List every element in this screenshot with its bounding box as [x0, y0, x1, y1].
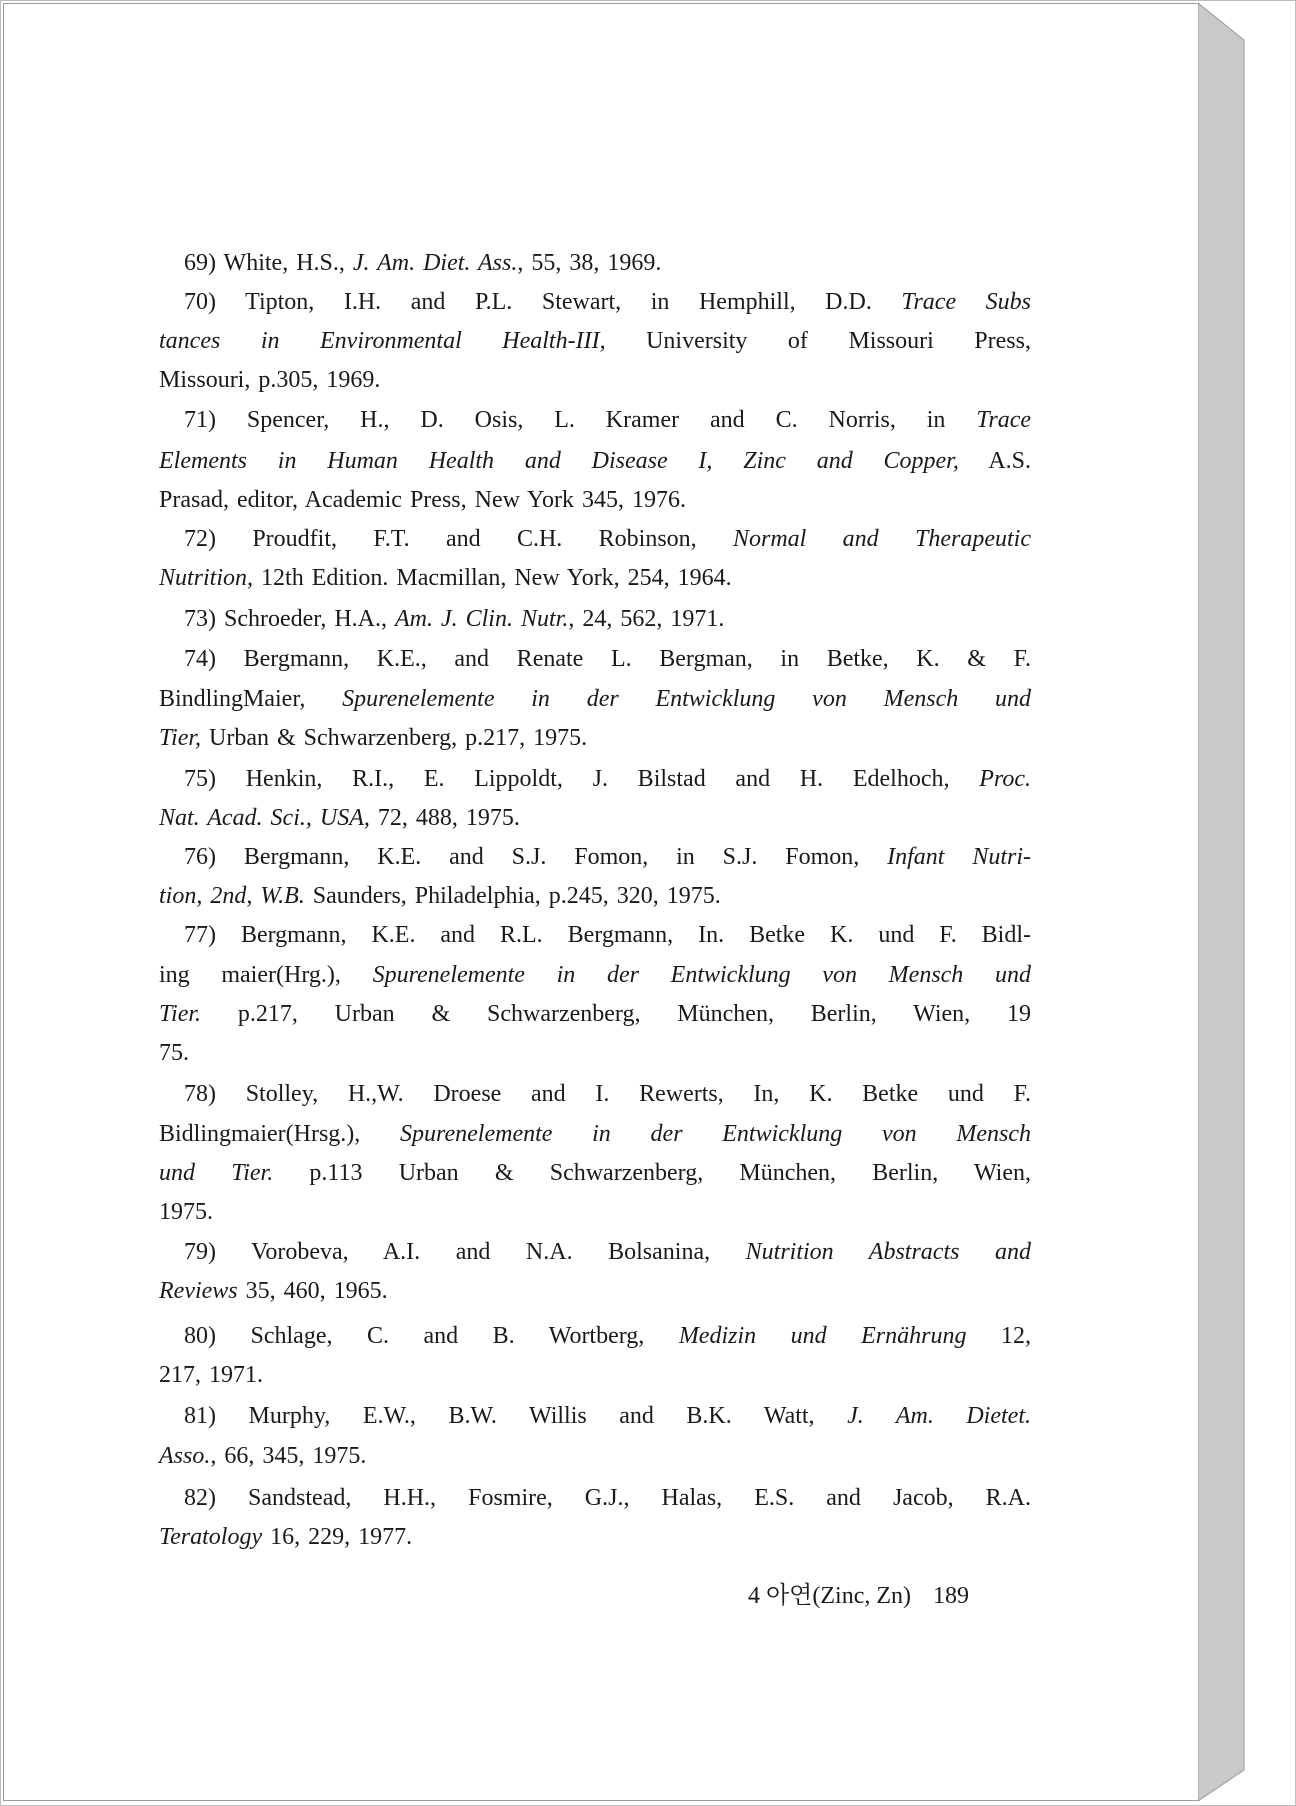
reference-text: 76) Bergmann, K.E. and S.J. Fomon, in S.J. Fomon,	[184, 844, 888, 870]
reference-text: A.S.	[958, 448, 1032, 474]
reference-text: University of Missouri Press,	[605, 328, 1031, 354]
reference-line	[159, 723, 1031, 753]
italic-title-text: Nutrition Abstracts and	[745, 1239, 1031, 1265]
reference-line	[159, 881, 1031, 911]
reference-text: 78) Stolley, H.,W. Droese and I. Rewerts, In, K. Betke und F.	[184, 1081, 1031, 1107]
reference-line	[159, 1158, 1031, 1188]
chapter-title: 4 아연(Zinc, Zn)	[748, 1583, 911, 1609]
reference-text: 12th Edition. Macmillan, New York, 254, 1964.	[253, 565, 732, 591]
reference-text: ing maier(Hrg.),	[159, 962, 373, 988]
reference-text: BindlingMaier,	[159, 686, 343, 712]
italic-title-text: Nutrition,	[159, 565, 254, 591]
italic-title-text: Asso.	[159, 1443, 211, 1469]
reference-text: 16, 229, 1977.	[262, 1524, 413, 1550]
page-footer	[748, 1581, 969, 1611]
italic-title-text: Proc.	[979, 766, 1031, 792]
italic-title-text: Infant Nutri-	[887, 844, 1032, 870]
italic-title-text: Tier,	[159, 725, 202, 751]
italic-title-text: Spurenelemente in der Entwicklung von Mensch und	[342, 686, 1031, 712]
italic-title-text: Trace	[976, 407, 1031, 433]
reference-text: 73) Schroeder, H.A.,	[184, 606, 395, 632]
reference-line	[159, 485, 1031, 515]
reference-text: 72, 488, 1975.	[369, 805, 520, 831]
reference-line	[184, 764, 1031, 794]
reference-line	[159, 1197, 1031, 1227]
reference-text: 82) Sandstead, H.H., Fosmire, G.J., Halas, E.S. and Jacob, R.A.	[184, 1485, 1031, 1511]
page-number: 189	[933, 1583, 969, 1609]
reference-line	[159, 1441, 1031, 1471]
reference-line	[184, 920, 1031, 950]
reference-line	[159, 326, 1031, 356]
reference-text: 75) Henkin, R.I., E. Lippoldt, J. Bilstad and H. Edelhoch,	[184, 766, 980, 792]
reference-line	[159, 684, 1031, 714]
italic-title-text: Am. J. Clin. Nutr.	[394, 606, 569, 632]
reference-text: Missouri, p.305, 1969.	[159, 367, 381, 393]
reference-line	[159, 803, 1031, 833]
reference-line	[159, 960, 1031, 990]
reference-text: 77) Bergmann, K.E. and R.L. Bergmann, In. Betke K. und F. Bidl-	[184, 922, 1031, 948]
reference-line	[184, 644, 1031, 674]
italic-title-text: J. Am. Diet. Ass.	[352, 250, 518, 276]
reference-line	[184, 248, 1031, 278]
reference-text: 74) Bergmann, K.E., and Renate L. Bergman, in Betke, K. & F.	[184, 646, 1031, 672]
reference-text: 12,	[966, 1323, 1031, 1349]
reference-line	[184, 1237, 1031, 1267]
reference-text: 72) Proudfit, F.T. and C.H. Robinson,	[184, 526, 733, 552]
reference-line	[159, 1038, 1031, 1068]
italic-title-text: J. Am. Dietet.	[847, 1403, 1031, 1429]
reference-text: 217, 1971.	[159, 1362, 263, 1388]
italic-title-text: Tier.	[159, 1001, 202, 1027]
reference-text: 80) Schlage, C. and B. Wortberg,	[184, 1323, 679, 1349]
reference-text: p.217, Urban & Schwarzenberg, München, Berlin, Wien, 19	[201, 1001, 1031, 1027]
reference-line	[184, 1483, 1031, 1513]
italic-title-text: Normal and Therapeutic	[733, 526, 1031, 552]
reference-line	[184, 287, 1031, 317]
reference-line	[184, 1079, 1031, 1109]
reference-text: , 66, 345, 1975.	[210, 1443, 367, 1469]
italic-title-text: Elements in Human Health and Disease I, Zinc and Copper,	[159, 448, 959, 474]
reference-line	[159, 1522, 1031, 1552]
italic-title-text: und Tier.	[159, 1160, 274, 1186]
reference-text: 69) White, H.S.,	[184, 250, 353, 276]
italic-title-text: tances in Environmental Health-III,	[159, 328, 606, 354]
reference-text: 1975.	[159, 1199, 213, 1225]
reference-text: Urban & Schwarzenberg, p.217, 1975.	[201, 725, 588, 751]
reference-line	[184, 1321, 1031, 1351]
reference-line	[159, 999, 1031, 1029]
reference-line	[159, 365, 1031, 395]
reference-text: Prasad, editor, Academic Press, New York 345, 1976.	[159, 487, 686, 513]
reference-line	[159, 446, 1031, 476]
italic-title-text: Spurenelemente in der Entwicklung von Mensch und	[372, 962, 1031, 988]
reference-line	[184, 1401, 1031, 1431]
reference-text: 75.	[159, 1040, 189, 1066]
italic-title-text: Trace Subs	[901, 289, 1031, 315]
reference-line	[159, 1119, 1031, 1149]
reference-text: 35, 460, 1965.	[237, 1278, 388, 1304]
reference-text: Bidlingmaier(Hrsg.),	[159, 1121, 401, 1147]
reference-text: 81) Murphy, E.W., B.W. Willis and B.K. Watt,	[184, 1403, 848, 1429]
reference-text: , 24, 562, 1971.	[568, 606, 725, 632]
reference-line	[159, 563, 1031, 593]
reference-line	[184, 405, 1031, 435]
reference-line	[184, 524, 1031, 554]
reference-text: 71) Spencer, H., D. Osis, L. Kramer and C. Norris, in	[184, 407, 977, 433]
page-stack-edge	[1198, 0, 1258, 1806]
italic-title-text: Nat. Acad. Sci., USA,	[159, 805, 370, 831]
italic-title-text: Reviews	[159, 1278, 238, 1304]
reference-text: , 55, 38, 1969.	[517, 250, 662, 276]
reference-text: 70) Tipton, I.H. and P.L. Stewart, in Hemphill, D.D.	[184, 289, 902, 315]
italic-title-text: Teratology	[159, 1524, 263, 1550]
reference-line	[184, 842, 1031, 872]
reference-line	[159, 1360, 1031, 1390]
reference-text: Saunders, Philadelphia, p.245, 320, 1975.	[304, 883, 721, 909]
italic-title-text: Medizin und Ernährung	[678, 1323, 967, 1349]
reference-line	[159, 1276, 1031, 1306]
reference-text: p.113 Urban & Schwarzenberg, München, Berlin, Wien,	[273, 1160, 1031, 1186]
italic-title-text: tion, 2nd, W.B.	[159, 883, 305, 909]
reference-line	[184, 604, 1031, 634]
italic-title-text: Spurenelemente in der Entwicklung von Mensch	[400, 1121, 1031, 1147]
reference-text: 79) Vorobeva, A.I. and N.A. Bolsanina,	[184, 1239, 746, 1265]
